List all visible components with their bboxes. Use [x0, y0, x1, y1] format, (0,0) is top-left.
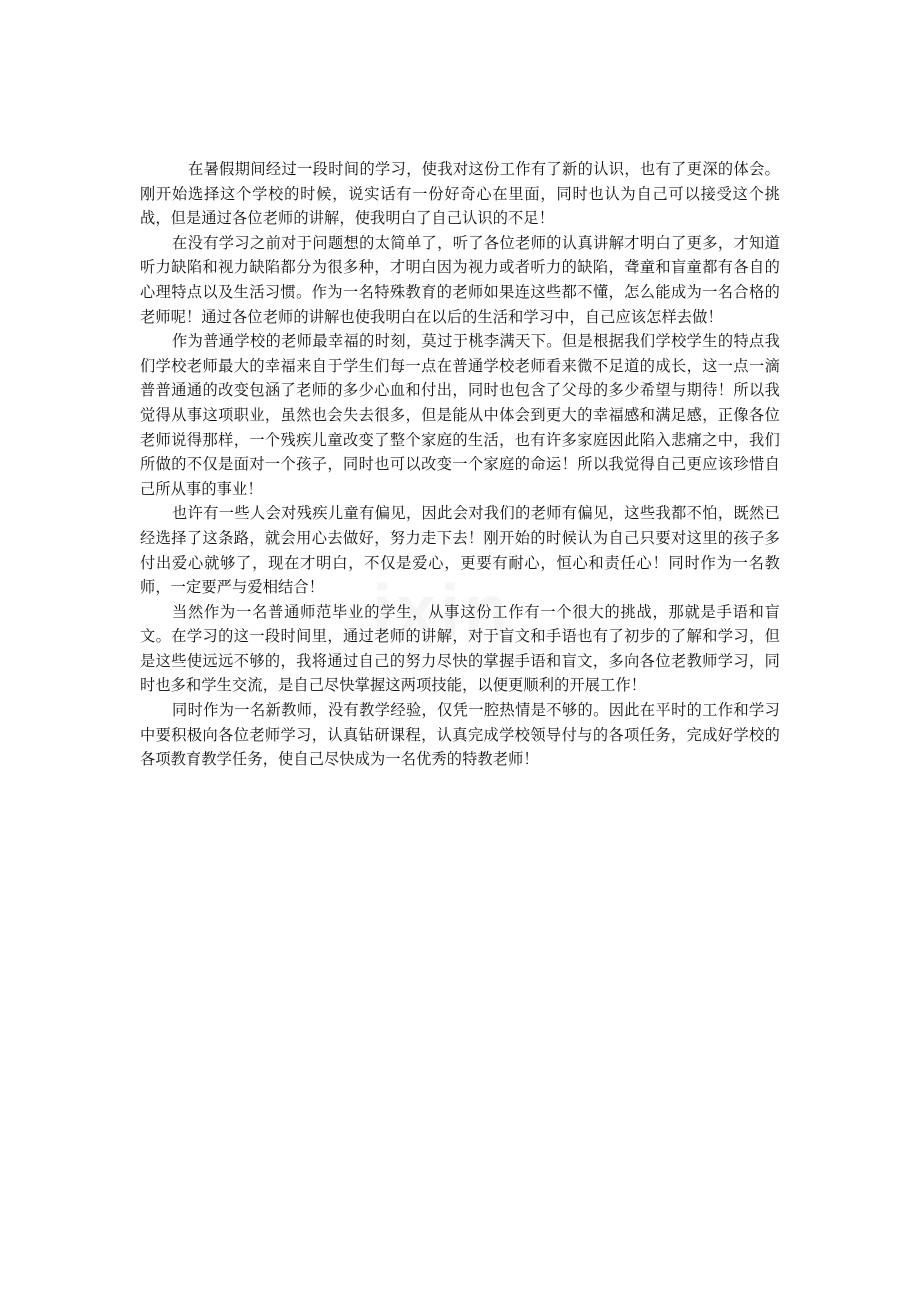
paragraph-2: 在没有学习之前对于问题想的太简单了，听了各位老师的认真讲解才明白了更多，才知道听力缺陷和视力缺陷都分为很多种，才明白因为视力或者听力的缺陷，聋童和盲童都有各自的心理特点以及生活习惯。作为一名特殊教育的老师如果连这些都不懂，怎么能成为一名合格的老师呢！通过各位老师的讲解也使我明白在以后的生活和学习中，自己应该怎样去做！ [140, 233, 780, 326]
document-body [140, 157, 780, 772]
paragraph-1: 在暑假期间经过一段时间的学习，使我对这份工作有了新的认识，也有了更深的体会。刚开始选择这个学校的时候，说实话有一份好奇心在里面，同时也认为自己可以接受这个挑战，但是通过各位老师的讲解，使我明白了自己认识的不足！ [140, 160, 780, 228]
paragraph-6: 同时作为一名新教师，没有教学经验，仅凭一腔热情是不够的。因此在平时的工作和学习中要积极向各位老师学习，认真钻研课程，认真完成学校领导付与的各项任务，完成好学校的各项教育教学任务，使自己尽快成为一名优秀的特教老师！ [140, 701, 780, 769]
paragraph-4: 也许有一些人会对残疾儿童有偏见，因此会对我们的老师有偏见，这些我都不怕，既然已经选择了这条路，就会用心去做好，努力走下去！刚开始的时候认为自己只要对这里的孩子多付出爱心就够了，现在才明白，不仅是爱心，更要有耐心，恒心和责任心！同时作为一名教师，一定要严与爱相结合！ [140, 504, 780, 597]
paragraph-5: 当然作为一名普通师范毕业的学生，从事这份工作有一个很大的挑战，那就是手语和盲文。在学习的这一段时间里，通过老师的讲解，对于盲文和手语也有了初步的了解和学习，但是这些使远远不够的，我将通过自己的努力尽快的掌握手语和盲文，多向各位老教师学习，同时也多和学生交流，是自己尽快掌握这两项技能，以便更顺利的开展工作！ [140, 602, 780, 695]
paragraph-3: 作为普通学校的老师最幸福的时刻，莫过于桃李满天下。但是根据我们学校学生的特点我们学校老师最大的幸福来自于学生们每一点在普通学校老师看来微不足道的成长，这一点一滴普普通通的改变包涵了老师的多少心血和付出，同时也包含了父母的多少希望与期待！所以我觉得从事这项职业，虽然也会失去很多，但是能从中体会到更大的幸福感和满足感，正像各位老师说得那样，一个残疾儿童改变了整个家庭的生活，也有许多家庭因此陷入悲痛之中，我们所做的不仅是面对一个孩子，同时也可以改变一个家庭的命运！所以我觉得自己更应该珍惜自己所从事的事业！ [140, 332, 780, 498]
